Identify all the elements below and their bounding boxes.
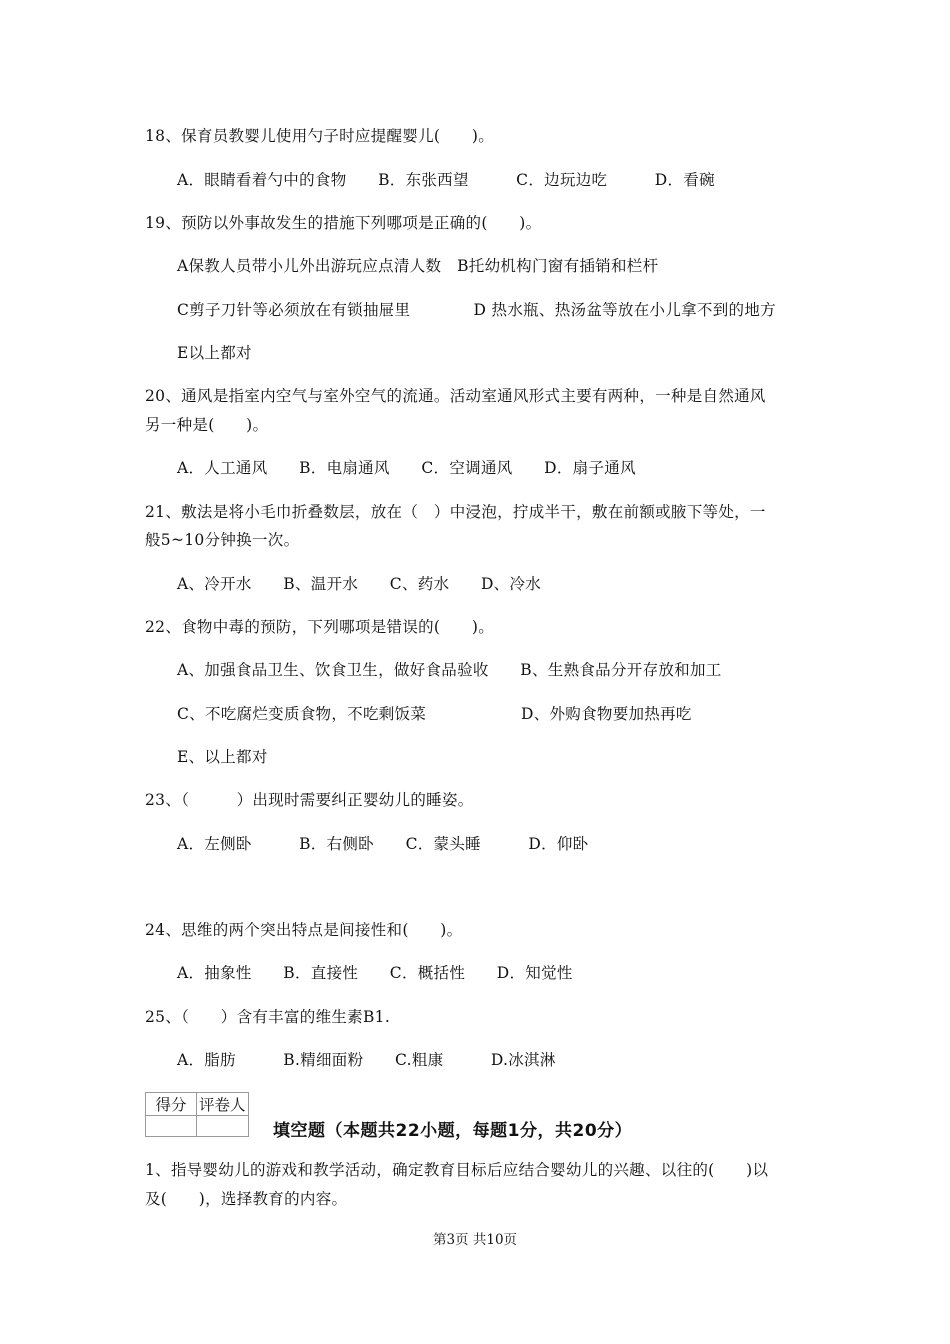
score-cell <box>146 1116 197 1137</box>
section-title: 填空题（本题共22小题，每题1分，共20分） <box>273 1121 633 1141</box>
q22-options-line3: E、以上都对 <box>177 748 268 766</box>
fill-q1-line2: 及( )，选择教育的内容。 <box>145 1190 348 1208</box>
q25-stem: 25、（ ）含有丰富的维生素B1. <box>145 1008 391 1026</box>
q21-stem-line1: 21、敷法是将小毛巾折叠数层，放在（ ）中浸泡，拧成半干，敷在前额或腋下等处，一 <box>145 503 766 521</box>
q24-options: A．抽象性 B．直接性 C．概括性 D．知觉性 <box>177 964 573 982</box>
q22-options-line2: C、不吃腐烂变质食物，不吃剩饭菜 D、外购食物要加热再吃 <box>177 705 692 723</box>
q24-stem: 24、思维的两个突出特点是间接性和( )。 <box>145 921 463 939</box>
fill-q1-line1: 1、指导婴幼儿的游戏和教学活动，确定教育目标后应结合婴幼儿的兴趣、以往的( )以 <box>145 1161 769 1179</box>
grader-cell <box>197 1116 249 1137</box>
q19-options-line3: E以上都对 <box>177 344 252 362</box>
page-footer: 第3页 共10页 <box>432 1232 518 1248</box>
q21-options: A、冷开水 B、温开水 C、药水 D、冷水 <box>177 575 542 593</box>
q20-stem-line2: 另一种是( )。 <box>145 416 269 434</box>
q25-options: A．脂肪 B.精细面粉 C.粗康 D.冰淇淋 <box>177 1051 556 1069</box>
q22-stem: 22、食物中毒的预防，下列哪项是错误的( )。 <box>145 618 495 636</box>
q23-options: A．左侧卧 B．右侧卧 C．蒙头睡 D．仰卧 <box>177 835 589 853</box>
q21-stem-line2: 般5~10分钟换一次。 <box>145 531 300 549</box>
q22-options-line1: A、加强食品卫生、饮食卫生，做好食品验收 B、生熟食品分开存放和加工 <box>177 661 722 679</box>
grader-header: 评卷人 <box>197 1093 249 1116</box>
q18-stem: 18、保育员教婴儿使用勺子时应提醒婴儿( )。 <box>145 127 495 145</box>
q19-options-line2: C剪子刀针等必须放在有锁抽屉里 D 热水瓶、热汤盆等放在小儿拿不到的地方 <box>177 301 776 319</box>
q20-options: A．人工通风 B．电扇通风 C．空调通风 D．扇子通风 <box>177 459 636 477</box>
score-table <box>145 1092 249 1137</box>
q23-stem: 23、（ ）出现时需要纠正婴幼儿的睡姿。 <box>145 791 474 809</box>
q19-stem: 19、预防以外事故发生的措施下列哪项是正确的( )。 <box>145 214 542 232</box>
q19-options-line1: A保教人员带小儿外出游玩应点清人数 B托幼机构门窗有插销和栏杆 <box>177 257 659 275</box>
q18-options: A．眼睛看着勺中的食物 B．东张西望 C．边玩边吃 D．看碗 <box>177 171 715 189</box>
score-header: 得分 <box>146 1093 197 1116</box>
q20-stem-line1: 20、通风是指室内空气与室外空气的流通。活动室通风形式主要有两种，一种是自然通风 <box>145 387 766 405</box>
